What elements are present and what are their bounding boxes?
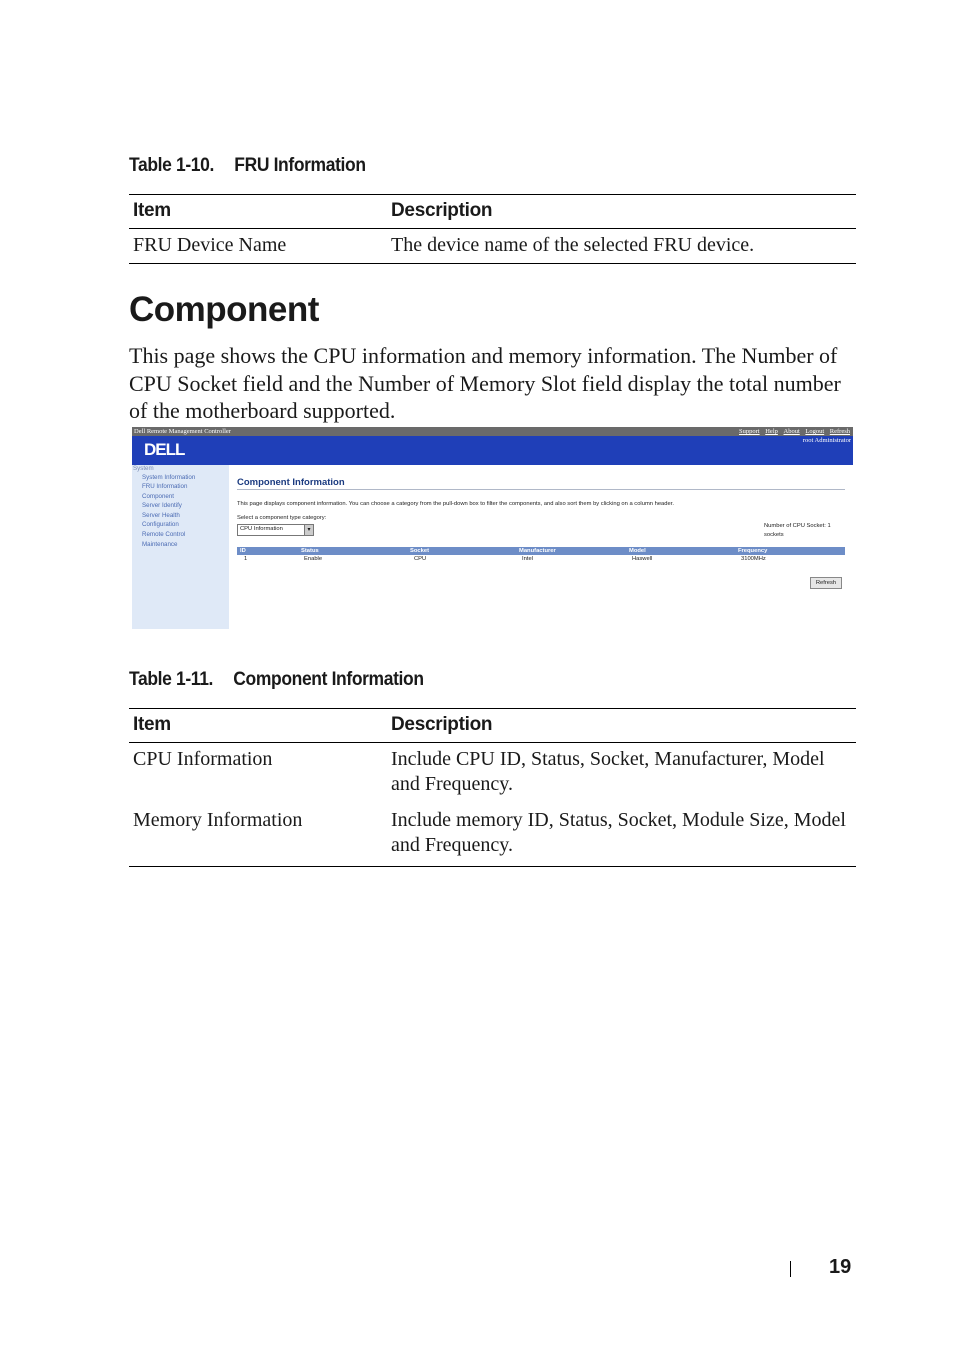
nav-item-server-identify[interactable]: Server Identify bbox=[142, 502, 182, 509]
column-header-frequency[interactable]: Frequency bbox=[738, 548, 768, 554]
dell-logo: DELL bbox=[144, 440, 185, 459]
cell-status: Enable bbox=[304, 556, 323, 562]
nav-item-system[interactable]: System bbox=[133, 465, 154, 472]
page-number: 19 bbox=[829, 1256, 852, 1278]
table-cell: Memory Information bbox=[129, 805, 387, 867]
top-links bbox=[735, 427, 850, 436]
component-table-row bbox=[237, 555, 845, 564]
help-link[interactable]: Help bbox=[765, 428, 778, 435]
category-select-label: Select a component type category: bbox=[237, 515, 327, 521]
table-header-row bbox=[129, 195, 856, 229]
table-row bbox=[129, 805, 856, 867]
logout-link[interactable]: Logout bbox=[805, 428, 825, 435]
cpu-socket-count-unit: sockets bbox=[764, 532, 784, 538]
component-table-header bbox=[237, 547, 845, 555]
cpu-socket-count-line: Number of CPU Socket: 1 bbox=[764, 523, 831, 529]
component-info-table bbox=[129, 708, 856, 867]
table-row bbox=[129, 743, 856, 806]
nav-item-fru-information[interactable]: FRU Information bbox=[142, 483, 188, 490]
column-header-status[interactable]: Status bbox=[301, 548, 319, 554]
nav-tree bbox=[132, 465, 229, 629]
table-cell: The device name of the selected FRU device. bbox=[387, 229, 856, 264]
cell-id: 1 bbox=[244, 556, 248, 562]
nav-item-server-health[interactable]: Server Health bbox=[142, 512, 180, 519]
table-number: Table 1-10. bbox=[129, 155, 215, 176]
column-header: Item bbox=[129, 195, 387, 229]
component-page-screenshot bbox=[132, 427, 853, 629]
cpu-socket-count bbox=[764, 522, 831, 540]
support-link[interactable]: Support bbox=[739, 428, 760, 435]
category-select[interactable] bbox=[237, 524, 314, 536]
title-divider bbox=[237, 489, 845, 490]
fru-info-table bbox=[129, 194, 856, 264]
footer-divider bbox=[790, 1261, 791, 1277]
column-header-manufacturer[interactable]: Manufacturer bbox=[519, 548, 556, 554]
nav-item-component[interactable]: Component bbox=[142, 493, 174, 500]
table-cell: CPU Information bbox=[133, 748, 273, 770]
table-cell: FRU Device Name bbox=[129, 229, 387, 264]
cell-model: Haswell bbox=[632, 556, 653, 562]
brand-banner bbox=[132, 436, 853, 465]
about-link[interactable]: About bbox=[783, 428, 800, 435]
table-cell: Include CPU ID, Status, Socket, Manufacturer, Model and Frequency. bbox=[391, 748, 825, 795]
cell-manufacturer: Intel bbox=[522, 556, 533, 562]
category-select-value: CPU Information bbox=[240, 526, 283, 532]
app-title: Dell Remote Management Controller bbox=[134, 428, 231, 435]
column-header: Description bbox=[387, 709, 856, 743]
chevron-down-icon[interactable]: ▾ bbox=[304, 525, 313, 535]
column-header-model[interactable]: Model bbox=[629, 548, 646, 554]
page-title: Component Information bbox=[237, 477, 345, 488]
section-paragraph: This page shows the CPU information and memory information. The Number of CPU Socket field and the Number of Memory Slot field display the total number of the motherboard supported. bbox=[129, 343, 841, 423]
cell-frequency: 3100MHz bbox=[741, 556, 766, 562]
refresh-button[interactable]: Refresh bbox=[810, 577, 842, 589]
table-caption bbox=[129, 669, 424, 691]
table-cell: Include memory ID, Status, Socket, Module Size, Model and Frequency. bbox=[387, 805, 856, 867]
nav-item-remote-control[interactable]: Remote Control bbox=[142, 531, 186, 538]
refresh-link[interactable]: Refresh bbox=[829, 428, 850, 435]
column-header-id[interactable]: ID bbox=[240, 548, 246, 554]
table-row bbox=[129, 229, 856, 264]
nav-item-system-information[interactable]: System Information bbox=[142, 474, 196, 481]
current-user: root Administrator bbox=[802, 437, 851, 444]
app-title-bar bbox=[132, 427, 853, 436]
cell-socket: CPU bbox=[414, 556, 427, 562]
column-header: Description bbox=[387, 195, 856, 229]
table-title: Component Information bbox=[233, 669, 424, 690]
section-heading: Component bbox=[129, 290, 319, 329]
nav-item-maintenance[interactable]: Maintenance bbox=[142, 541, 178, 548]
column-header: Item bbox=[129, 709, 387, 743]
nav-item-configuration[interactable]: Configuration bbox=[142, 521, 179, 528]
page-description: This page displays component information. You can choose a category from the pull-down box to filter the components, and also sort them by clicking on a column header. bbox=[237, 501, 674, 507]
table-title: FRU Information bbox=[234, 155, 366, 176]
table-number: Table 1-11. bbox=[129, 669, 214, 690]
column-header-socket[interactable]: Socket bbox=[410, 548, 430, 554]
table-header-row bbox=[129, 709, 856, 743]
table-caption bbox=[129, 155, 366, 177]
